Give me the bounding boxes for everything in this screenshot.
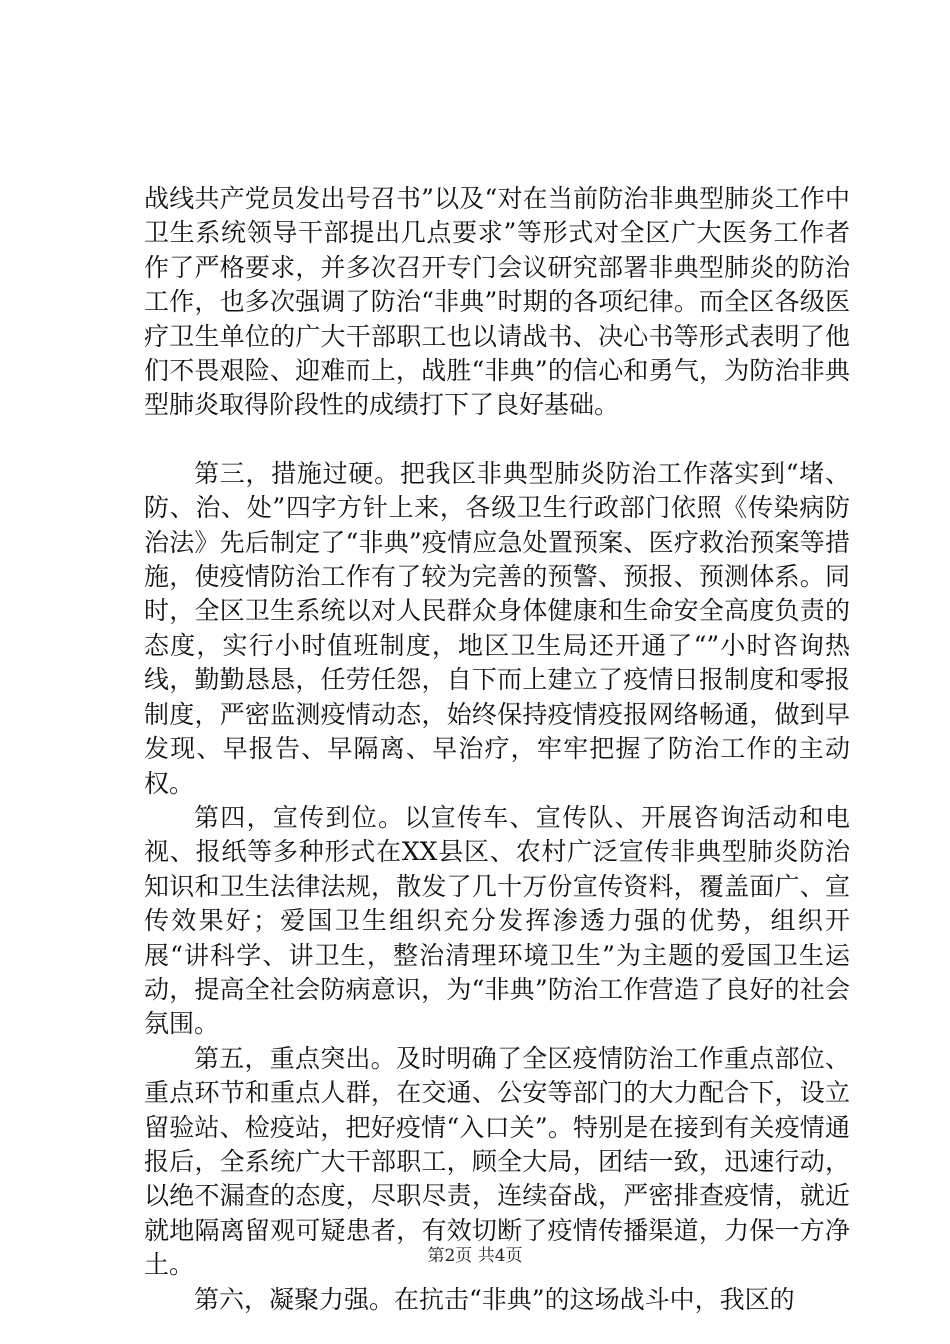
paragraph-fifth-focus: 第五，重点突出。及时明确了全区疫情防治工作重点部位、重点环节和重点人群，在交通、公安等部门的大力配合下，设立留验站、检疫站，把好疫情“入口关”。特别是在接到有关疫情通报后，全系统广大干部职工，顾全大局，团结一致，迅速行动，以绝不漏查的态度，尽职尽责，连续奋战，严密排查疫情，就近就地隔离留观可疑患者，有效切断了疫情传播渠道，力保一方净土。 xyxy=(144,1043,850,1280)
document-body xyxy=(144,182,850,1317)
paragraph-sixth-cohesion: 第六，凝聚力强。在抗击“非典”的这场战斗中，我区的 xyxy=(194,1284,795,1314)
paragraph-third-measures: 第三，措施过硬。把我区非典型肺炎防治工作落实到“堵、防、治、处”四字方针上来，各级卫生行政部门依照《传染病防治法》先后制定了“非典”疫情应急处置预案、医疗救治预案等措施，使疫情防治工作有了较为完善的预警、预报、预测体系。同时，全区卫生系统以对人民群众身体健康和生命安全高度负责的态度，实行小时值班制度，地区卫生局还开通了“”小时咨询热线，勤勤恳恳，任劳任怨，自下而上建立了疫情日报制度和零报制度，严密监测疫情动态，始终保持疫情疫报网络畅通，做到早发现、早报告、早隔离、早治疗，牢牢把握了防治工作的主动权。 xyxy=(144,458,850,798)
paragraph-continuation: 战线共产党员发出号召书”以及“对在当前防治非典型肺炎工作中卫生系统领导干部提出几点要求”等形式对全区广大医务工作者作了严格要求，并多次召开专门会议研究部署非典型肺炎的防治工作，也多次强调了防治“非典”时期的各项纪律。而全区各级医疗卫生单位的广大干部职工也以请战书、决心书等形式表明了他们不畏艰险、迎难而上，战胜“非典”的信心和勇气，为防治非典型肺炎取得阶段性的成绩打下了良好基础。 xyxy=(144,184,850,420)
paragraph-fourth-publicity: 第四，宣传到位。以宣传车、宣传队、开展咨询活动和电视、报纸等多种形式在XX县区、农村广泛宣传非典型肺炎防治知识和卫生法律法规，散发了几十万份宣传资料，覆盖面广、宣传效果好；爱国卫生组织充分发挥渗透力强的优势，组织开展“讲科学、讲卫生，整治清理环境卫生”为主题的爱国卫生运动，提高全社会防病意识，为“非典”防治工作营造了良好的社会氛围。 xyxy=(144,802,850,1039)
page-number-footer: 第2页 共4页 xyxy=(427,1246,523,1266)
